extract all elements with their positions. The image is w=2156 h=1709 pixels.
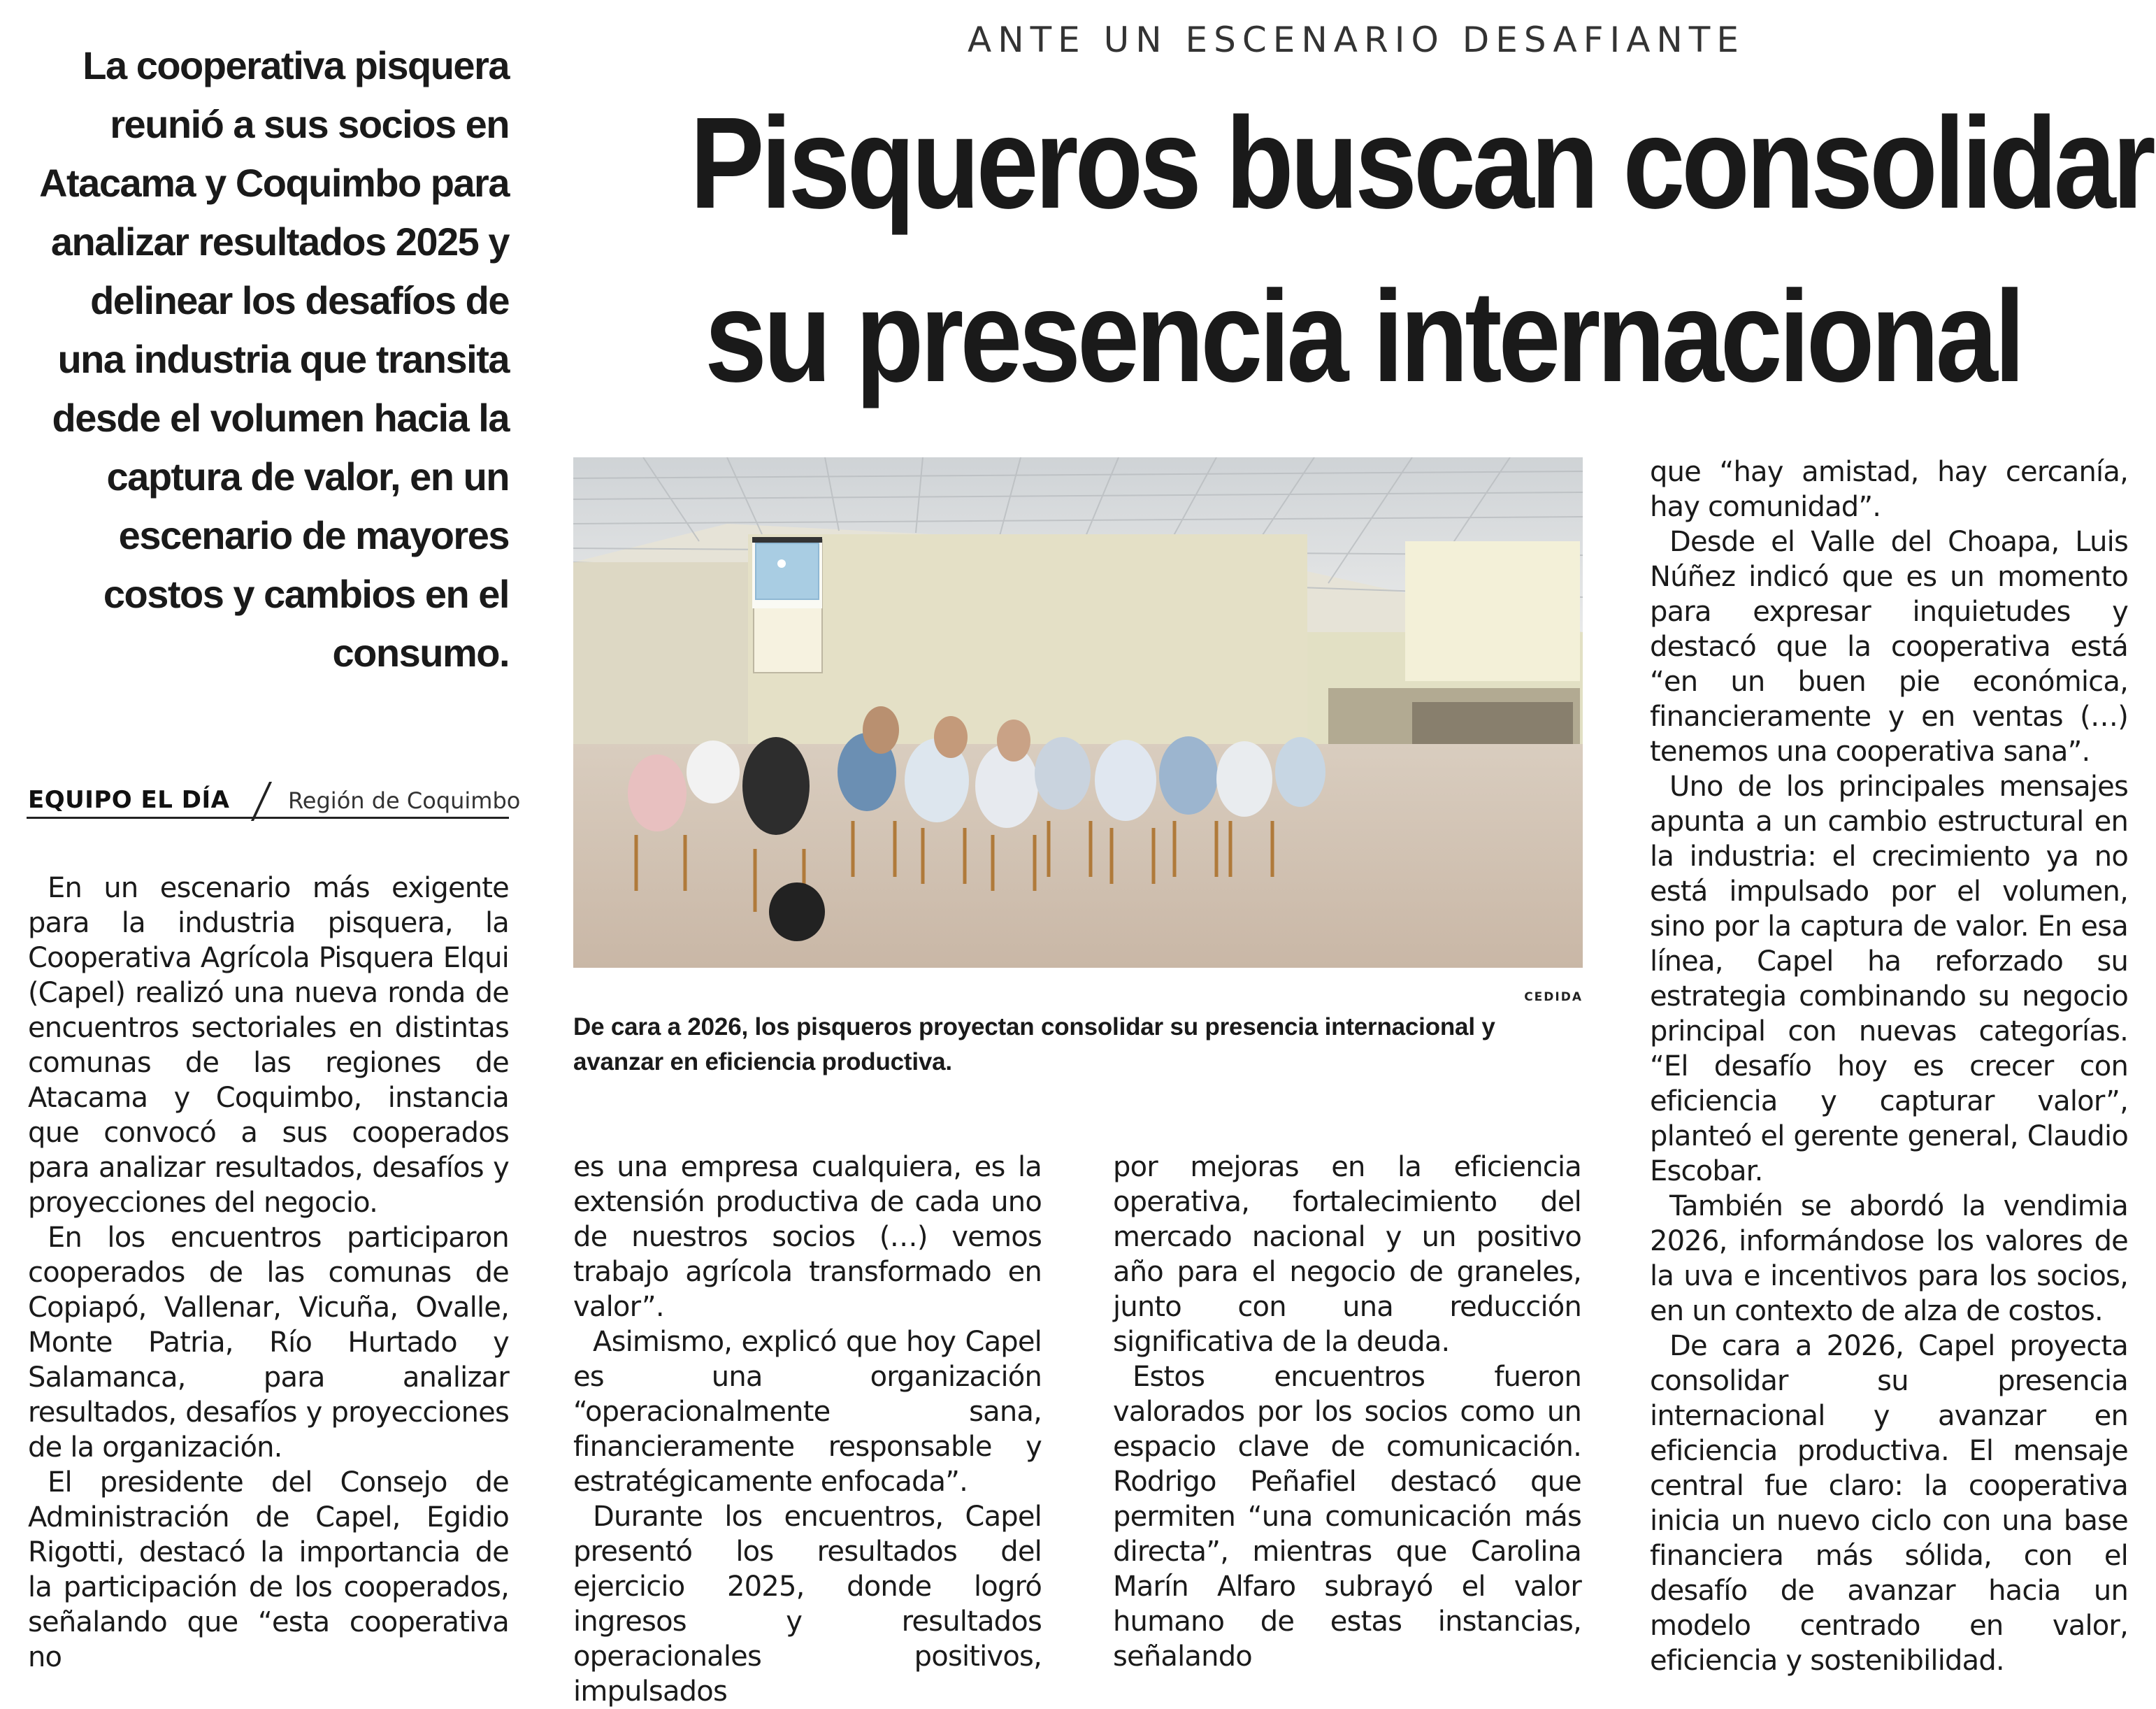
article-headline — [689, 77, 2153, 424]
body-column-3 — [1113, 1150, 1581, 1674]
body-paragraph: También se abordó la vendimia 2026, informándose los valores de la uva e incentivos para los socios, en un contexto de alza de costos. — [1650, 1190, 2128, 1327]
byline-rule — [27, 817, 509, 819]
byline-region: Región de Coquimbo — [288, 787, 521, 814]
body-paragraph: por mejoras en la eficiencia operativa, fortalecimiento del mercado nacional y un positivo año para el negocio de graneles, junto con una reducción significativa de la deuda. — [1113, 1151, 1581, 1358]
headline-line-1: Pisqueros buscan consolidar — [689, 91, 2153, 236]
body-paragraph: En los encuentros participaron cooperados de las comunas de Copiapó, Vallenar, Vicuña, Ovalle, Monte Patria, Río Hurtado y Salamanca, para analizar resultados, desafíos y proyecciones de la organización. — [28, 1222, 509, 1464]
body-paragraph: El presidente del Consejo de Administración de Capel, Egidio Rigotti, destacó la importancia de la participación de los cooperados, señalando que “esta cooperativa no — [28, 1466, 509, 1673]
body-paragraph: Uno de los principales mensajes apunta a un cambio estructural en la industria: el crecimiento ya no está impulsado por el volumen, sino por la captura de valor. En esa línea, Capel ha reforzado su estrategia combinando su negocio principal con nuevas categorías. “El desafío hoy es crecer con eficiencia y capturar valor”, planteó el gerente general, Claudio Escobar. — [1650, 771, 2128, 1187]
article-photo — [573, 457, 1583, 968]
body-paragraph: Desde el Valle del Choapa, Luis Núñez indicó que es un momento para expresar inquietudes y destacó que la cooperativa está “en un buen pie económica, financieramente y en ventas (…) tenemos una cooperativa sana”. — [1650, 526, 2128, 768]
body-paragraph: En un escenario más exigente para la industria pisquera, la Cooperativa Agrícola Pisquera Elqui (Capel) realizó una nueva ronda de encuentros sectoriales en distintas comunas de las regiones de Atacama y Coquimbo, instancia que convocó a sus cooperados para analizar resultados, desafíos y proyecciones del negocio. — [28, 872, 509, 1219]
byline-author: EQUIPO EL DÍA — [28, 786, 230, 814]
body-paragraph: que “hay amistad, hay cercanía, hay comunidad”. — [1650, 456, 2128, 523]
article-deck: La cooperativa pisquera reunió a sus socios en Atacama y Coquimbo para analizar resultados 2025 y delinear los desafíos de una industria que transita desde el volumen hacia la captura de valor, en un escenario de mayores costos y cambios en el consumo. — [39, 43, 509, 675]
body-paragraph: Asimismo, explicó que hoy Capel es una organización “operacionalmente sana, financieramente responsable y estratégicamente enfocada”. — [573, 1326, 1042, 1498]
body-column-1 — [28, 871, 509, 1675]
headline-line-2: su presencia internacional — [705, 264, 2022, 409]
body-paragraph: Estos encuentros fueron valorados por los socios como un espacio clave de comunicación. Rodrigo Peñafiel destacó que permiten “una comunicación más directa”, mientras que Carolina Marín Alfaro subrayó el valor humano de estas instancias, señalando — [1113, 1361, 1581, 1673]
byline-divider — [251, 782, 272, 821]
body-paragraph: es una empresa cualquiera, es la extensión productiva de cada uno de nuestros socios (…) vemos trabajo agrícola transformado en valor”. — [573, 1151, 1042, 1323]
body-paragraph: De cara a 2026, Capel proyecta consolidar su presencia internacional y avanzar en eficiencia productiva. El mensaje central fue claro: la cooperativa inicia un nuevo ciclo con una base financiera más sólida, con el desafío de avanzar hacia un modelo centrado en valor, eficiencia y sostenibilidad. — [1650, 1330, 2128, 1677]
body-column-4 — [1650, 455, 2128, 1678]
article-kicker: ANTE UN ESCENARIO DESAFIANTE — [968, 20, 1745, 60]
photo-credit: CEDIDA — [1524, 990, 1583, 1004]
body-paragraph: Durante los encuentros, Capel presentó los resultados del ejercicio 2025, donde logró ingresos y resultados operacionales positivos, impulsados — [573, 1501, 1042, 1708]
photo-caption: De cara a 2026, los pisqueros proyectan consolidar su presencia internacional y avanzar en eficiencia productiva. — [573, 1013, 1495, 1075]
body-column-2 — [573, 1150, 1042, 1709]
meeting-hall-photo — [573, 457, 1583, 968]
